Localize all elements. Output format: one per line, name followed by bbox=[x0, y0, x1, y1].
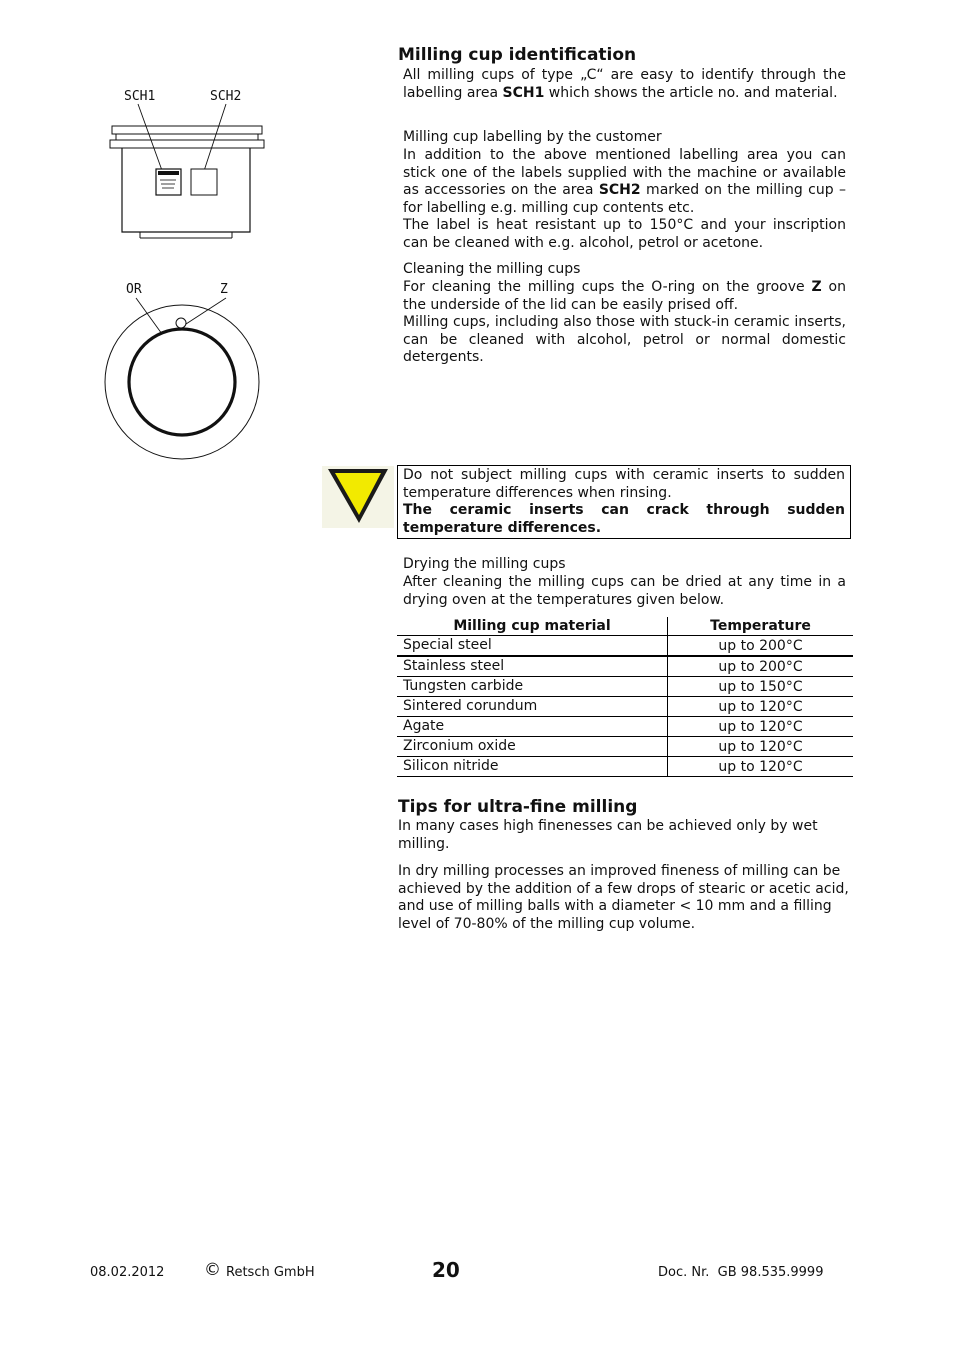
table-row bbox=[397, 677, 853, 697]
warning-text-bold: The ceramic inserts can crack through sudden temperature differences. bbox=[403, 502, 845, 536]
ultra-fine-paragraph-2: In dry milling processes an improved fineness of milling can be achieved by the addition of a few drops of stearic or acetic acid, and use of milling balls with a diameter < 10 mm and a filling level of 70-80% of the milling cup volume. bbox=[398, 863, 849, 932]
table-row bbox=[397, 636, 853, 657]
table-row bbox=[397, 697, 853, 717]
material-cell: Special steel bbox=[397, 636, 668, 657]
material-cell: Stainless steel bbox=[397, 656, 668, 677]
temperature-cell: up to 200°C bbox=[668, 656, 854, 677]
z-drawing-label: Z bbox=[220, 282, 228, 297]
heat-resistance-paragraph: The label is heat resistant up to 150°C and your inscription can be cleaned with e.g. alcohol, petrol or acetone. bbox=[403, 217, 846, 251]
material-cell: Zirconium oxide bbox=[397, 737, 668, 757]
temperature-cell: up to 120°C bbox=[668, 717, 854, 737]
material-cell: Agate bbox=[397, 717, 668, 737]
warning-box bbox=[397, 465, 851, 539]
footer-date: 08.02.2012 bbox=[90, 1265, 165, 1280]
footer-company: Retsch GmbH bbox=[226, 1265, 315, 1280]
material-cell: Silicon nitride bbox=[397, 757, 668, 777]
temperature-cell: up to 200°C bbox=[668, 636, 854, 657]
table-row bbox=[397, 717, 853, 737]
identification-paragraph: All milling cups of type „C“ are easy to identify through the labelling area SCH1 which shows the article no. and material. bbox=[403, 67, 846, 101]
section-title-identification: Milling cup identification bbox=[398, 45, 637, 65]
labelling-subtitle: Milling cup labelling by the customer bbox=[403, 129, 662, 145]
cleaning-detergents-paragraph: Milling cups, including also those with stuck-in ceramic inserts, can be cleaned with alcohol, petrol or normal domestic detergents. bbox=[403, 314, 846, 365]
footer-doc-number: Doc. Nr. GB 98.535.9999 bbox=[658, 1265, 824, 1280]
material-cell: Sintered corundum bbox=[397, 697, 668, 717]
ultra-fine-paragraph-1: In many cases high finenesses can be achieved only by wet milling. bbox=[398, 818, 818, 852]
labelling-paragraph: In addition to the above mentioned labelling area you can stick one of the labels supplied with the machine or available as accessories on the area SCH2 marked on the milling cup – for labelling e.g. milling cup contents etc. bbox=[403, 147, 846, 216]
section-title-ultra-fine: Tips for ultra-fine milling bbox=[398, 797, 638, 817]
temperature-cell: up to 120°C bbox=[668, 737, 854, 757]
temperature-cell: up to 120°C bbox=[668, 697, 854, 717]
milling-cup-drawing bbox=[100, 80, 280, 250]
sch1-drawing-label: SCH1 bbox=[124, 89, 156, 104]
table-row bbox=[397, 737, 853, 757]
drying-subtitle: Drying the milling cups bbox=[403, 556, 566, 572]
table-row bbox=[397, 757, 853, 777]
page-number: 20 bbox=[432, 1258, 460, 1282]
drying-temperature-table bbox=[397, 617, 853, 777]
cleaning-paragraph: For cleaning the milling cups the O-ring on the groove Z on the underside of the lid can be easily prised off. bbox=[403, 279, 846, 313]
milling-cup-lid-drawing bbox=[100, 276, 266, 462]
sch2-drawing-label: SCH2 bbox=[210, 89, 242, 104]
temperature-cell: up to 150°C bbox=[668, 677, 854, 697]
temperature-cell: up to 120°C bbox=[668, 757, 854, 777]
warning-triangle-icon bbox=[322, 466, 394, 528]
warning-text: Do not subject milling cups with ceramic inserts to sudden temperature differences when rinsing. bbox=[403, 467, 845, 501]
drying-paragraph: After cleaning the milling cups can be dried at any time in a drying oven at the temperatures given below. bbox=[403, 574, 846, 608]
column-header-temperature: Temperature bbox=[668, 617, 854, 636]
table-row bbox=[397, 656, 853, 677]
or-drawing-label: OR bbox=[126, 282, 142, 297]
material-cell: Tungsten carbide bbox=[397, 677, 668, 697]
column-header-material: Milling cup material bbox=[397, 617, 668, 636]
copyright-icon: © bbox=[204, 1260, 221, 1280]
table-header-row bbox=[397, 617, 853, 636]
cleaning-subtitle: Cleaning the milling cups bbox=[403, 261, 581, 277]
